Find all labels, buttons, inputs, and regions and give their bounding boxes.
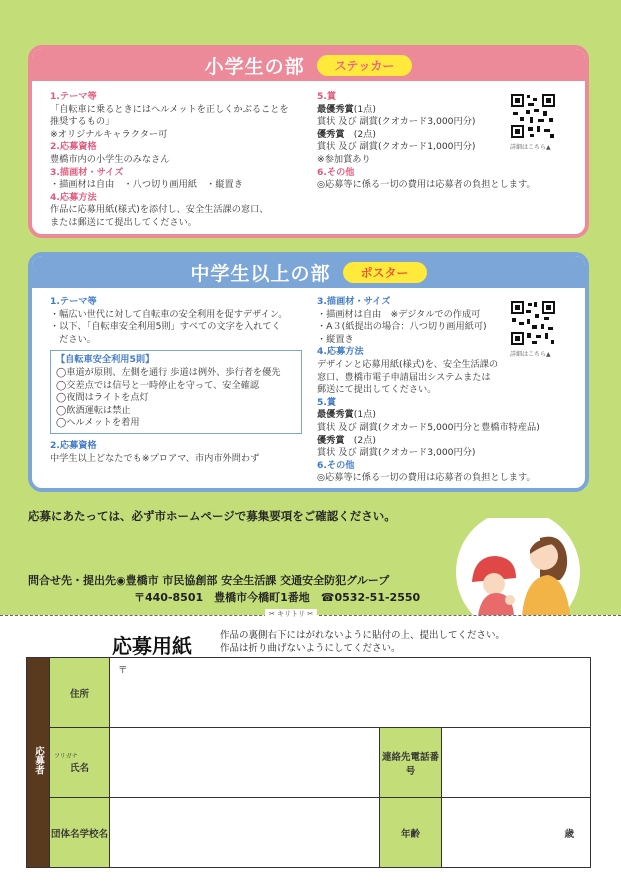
junior-prize-top-count: (1点) [353,409,376,421]
elementary-qr-caption: 詳細はこちら▲ [510,144,551,151]
org-field[interactable] [110,798,380,868]
elementary-prize-excellent: 優秀賞 [317,128,345,140]
elementary-eligibility-text: 豊橋市内の小学生のみなさん [50,153,170,165]
phone-label: 連絡先電話番号 [380,728,442,798]
name-label: 氏名 [69,763,89,774]
junior-materials-line: ・縦置き [317,333,354,345]
age-unit: 歳 [564,828,574,840]
cut-line-label: ✂ キリトリ ✂ [265,609,317,619]
junior-method-line: デザインと応募用紙(様式)を、安全生活課の [317,358,499,370]
junior-materials-heading: 3.描画材・サイズ [317,296,391,307]
postal-mark: 〒 [118,665,128,676]
applicant-side-text: 応募者 [33,745,44,775]
junior-theme-line: ・以下、「自転車安全利用5則」すべての文字を入れてく [50,321,281,333]
age-label: 年齢 [380,798,442,868]
elementary-method-line: 作品に応募用紙(様式)を添付し、安全生活課の窓口、 [50,204,269,216]
name-field[interactable] [110,728,380,798]
junior-left-column [50,296,325,465]
junior-materials-line: ・描画材は自由 ※デジタルでの作成可 [317,308,481,320]
elementary-prize-excellent-count: (2点) [353,128,376,140]
junior-theme-line: ださい。 [50,333,96,345]
junior-eligibility-heading: 2.応募資格 [50,439,97,451]
safety-rule-item: ◯車道が原則、左側を通行 歩道は例外、歩行者を優先 [56,366,281,378]
safety-rules-box [50,350,302,434]
junior-materials-line: ・A３(紙提出の場合：八つ切り画用紙可) [317,321,487,333]
junior-eligibility-text: 中学生以上どなたでも※プロアマ、市内市外問わず [50,452,260,464]
junior-title: 中学生以上の部 [190,262,331,285]
elementary-other-heading: 6.その他 [317,166,355,178]
contact-line-department: 問合せ先・提出先◉豊橋市 市民協創部 安全生活課 交通安全防犯グループ [28,574,390,587]
junior-method-heading: 4.応募方法 [317,346,364,358]
form-note [220,629,505,655]
homepage-notice: 応募にあたっては、必ず市ホームページで募集要項をご確認ください。 [28,509,396,523]
elementary-method-heading: 4.応募方法 [50,191,97,203]
elementary-prize-top: 最優秀賞 [317,103,354,115]
elementary-title: 小学生の部 [204,55,305,78]
elementary-left-column [50,91,325,230]
junior-prize-top-detail: 賞状 及び 副賞(クオカード5,000円分と豊橋市特産品) [317,421,540,433]
junior-prize-heading: 5.賞 [317,396,337,408]
contact-line-address: 〒440-8501 豊橋市今橋町1番地 ☎0532-51-2550 [134,591,421,604]
safety-rule-item: ◯夜間はライトを点灯 [56,392,149,404]
junior-method-line: 郵送にて提出してください。 [317,384,437,396]
org-label: 団体名学校名 [50,798,110,868]
elementary-theme-line: ※オリジナルキャラクター可 [50,128,168,140]
junior-qr-caption: 詳細はこちら▲ [510,351,551,358]
phone-field[interactable] [442,728,591,798]
junior-theme-heading: 1.テーマ等 [50,296,97,307]
junior-qr-code-icon[interactable] [510,300,556,346]
elementary-badge: ステッカー [317,55,413,76]
address-field[interactable] [110,658,591,728]
elementary-prize-top-detail: 賞状 及び 副賞(クオカード3,000円分) [317,116,476,128]
name-label-cell [50,728,110,798]
contact-info [28,572,420,606]
form-note-line: 作品の裏側右下にはがれないように貼付の上、提出してください。 [220,630,506,641]
junior-prize-excellent: 優秀賞 [317,434,345,446]
elementary-materials-text: ・描画材は自由 ・八つ切り画用紙 ・縦置き [50,179,243,191]
age-field[interactable] [442,798,591,868]
elementary-eligibility-heading: 2.応募資格 [50,141,97,153]
junior-badge: ポスター [343,262,427,283]
safety-rule-item: ◯交差点では信号と一時停止を守って、安全確認 [56,379,260,391]
elementary-prize-heading: 5.賞 [317,91,337,102]
elementary-prize-top-count: (1点) [353,103,376,115]
elementary-prize-excellent-detail: 賞状 及び 副賞(クオカード1,000円分) [317,141,476,153]
elementary-section-card [28,45,589,238]
elementary-qr-code-icon[interactable] [510,93,556,139]
elementary-theme-line: 「自転車に乗るときにはヘルメットを正しくかぶることを [50,103,289,115]
junior-other-heading: 6.その他 [317,459,355,471]
form-title: 応募用紙 [112,634,192,658]
safety-rule-item: ◯飲酒運転は禁止 [56,404,131,416]
elementary-participation-note: ※参加賞あり [317,153,371,165]
elementary-materials-heading: 3.描画材・サイズ [50,166,124,178]
elementary-other-text: ◎応募等に係る一切の費用は応募者の負担とします。 [317,179,536,191]
safety-rules-title: 【自転車安全利用5則】 [56,354,155,366]
applicant-side-label [27,658,50,868]
junior-header [32,256,585,288]
junior-prize-top: 最優秀賞 [317,409,354,421]
safety-rule-item: ◯ヘルメットを着用 [56,417,140,429]
form-note-line: 作品は折り曲げないようにしてください。 [220,643,401,654]
elementary-method-line: または郵送にて提出してください。 [50,216,197,228]
junior-section-card [28,252,589,492]
elementary-header [32,49,585,81]
junior-theme-line: ・幅広い世代に対して自転車の安全利用を促すデザイン。 [50,308,288,320]
address-label: 住所 [50,658,110,728]
elementary-theme-line: 推奨するもの」 [50,116,115,128]
junior-other-text: ◎応募等に係る一切の費用は応募者の負担とします。 [317,472,536,484]
furigana-label: フリガナ [54,753,78,760]
elementary-theme-heading: 1.テーマ等 [50,91,97,102]
application-form-table [26,657,591,868]
mother-child-illustration [452,518,582,615]
junior-prize-excellent-detail: 賞状 及び 副賞(クオカード3,000円分) [317,447,476,459]
cut-label-text: キリトリ [277,610,306,618]
junior-method-line: 窓口、豊橋市電子申請届出システムまたは [317,371,491,383]
junior-prize-excellent-count: (2点) [353,434,376,446]
